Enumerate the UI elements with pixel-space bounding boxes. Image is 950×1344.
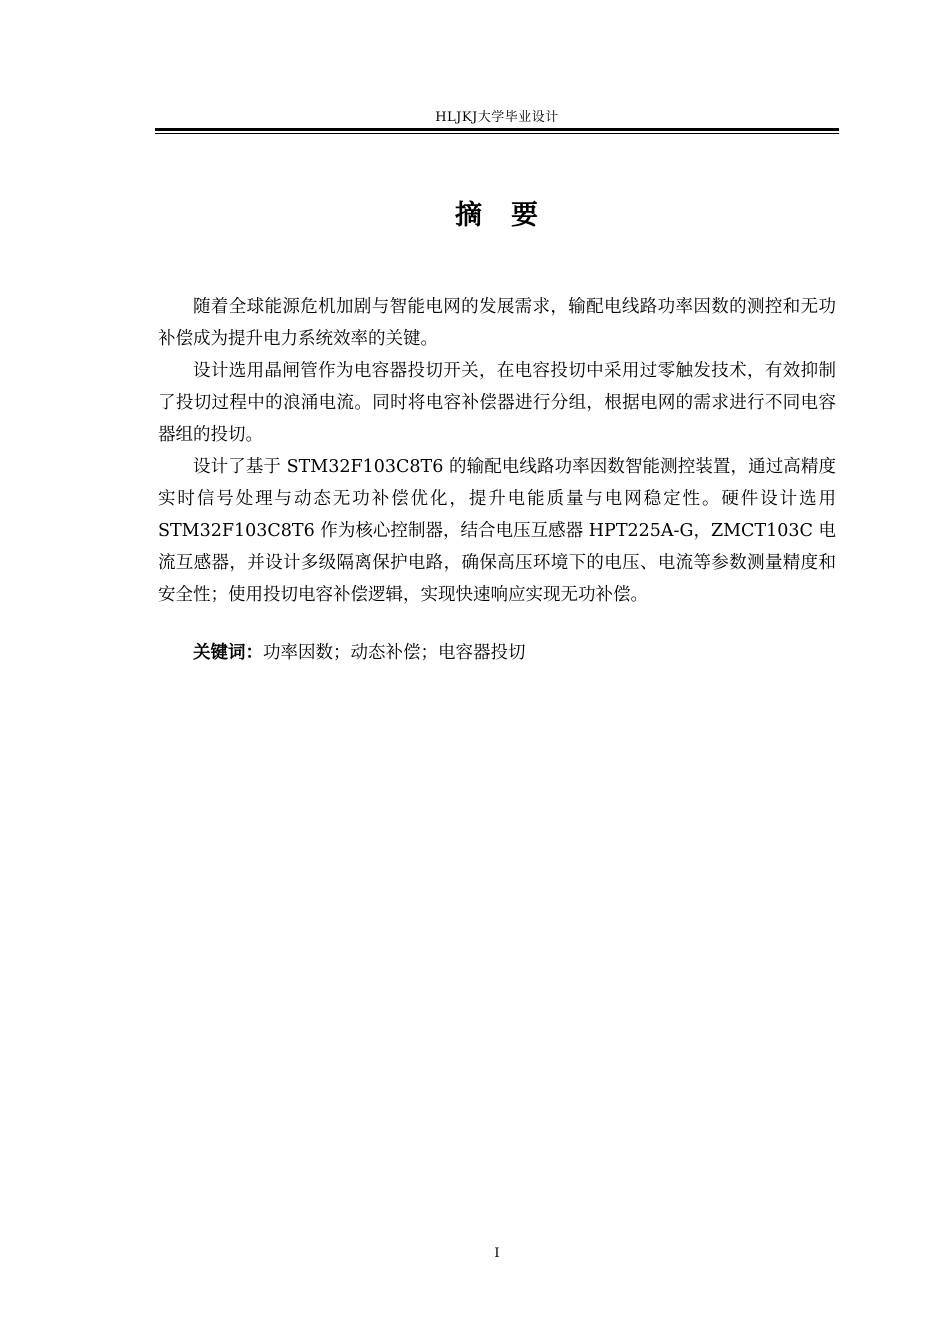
abstract-paragraph-1: 随着全球能源危机加剧与智能电网的发展需求，输配电线路功率因数的测控和无功补偿成为提升电力系统效率的关键。 <box>158 297 836 349</box>
keywords-label: 关键词： <box>193 643 263 663</box>
abstract-body <box>158 291 836 669</box>
keywords-line <box>158 637 836 669</box>
keywords-value: 功率因数；动态补偿；电容器投切 <box>263 643 526 663</box>
header-rule-thick <box>155 128 839 131</box>
abstract-paragraph-3: 设计了基于 STM32F103C8T6 的输配电线路功率因数智能测控装置，通过高精度实时信号处理与动态无功补偿优化，提升电能质量与电网稳定性。硬件设计选用 STM32F103C8T6 作为核心控制器，结合电压互感器 HPT225A-G，ZMCT103C 电流互感器，并设计多级隔离保护电路，确保高压环境下的电压、电流等参数测量精度和安全性；使用投切电容补偿逻辑，实现快速响应实现无功补偿。 <box>158 457 836 605</box>
header-rule-thin <box>155 133 839 134</box>
abstract-title: 摘 要 <box>455 200 539 231</box>
page-number: I <box>494 1246 500 1261</box>
page-header: HLJKJ大学毕业设计 <box>435 110 559 125</box>
abstract-paragraph-2: 设计选用晶闸管作为电容器投切开关，在电容投切中采用过零触发技术，有效抑制了投切过程中的浪涌电流。同时将电容补偿器进行分组，根据电网的需求进行不同电容器组的投切。 <box>158 361 836 445</box>
